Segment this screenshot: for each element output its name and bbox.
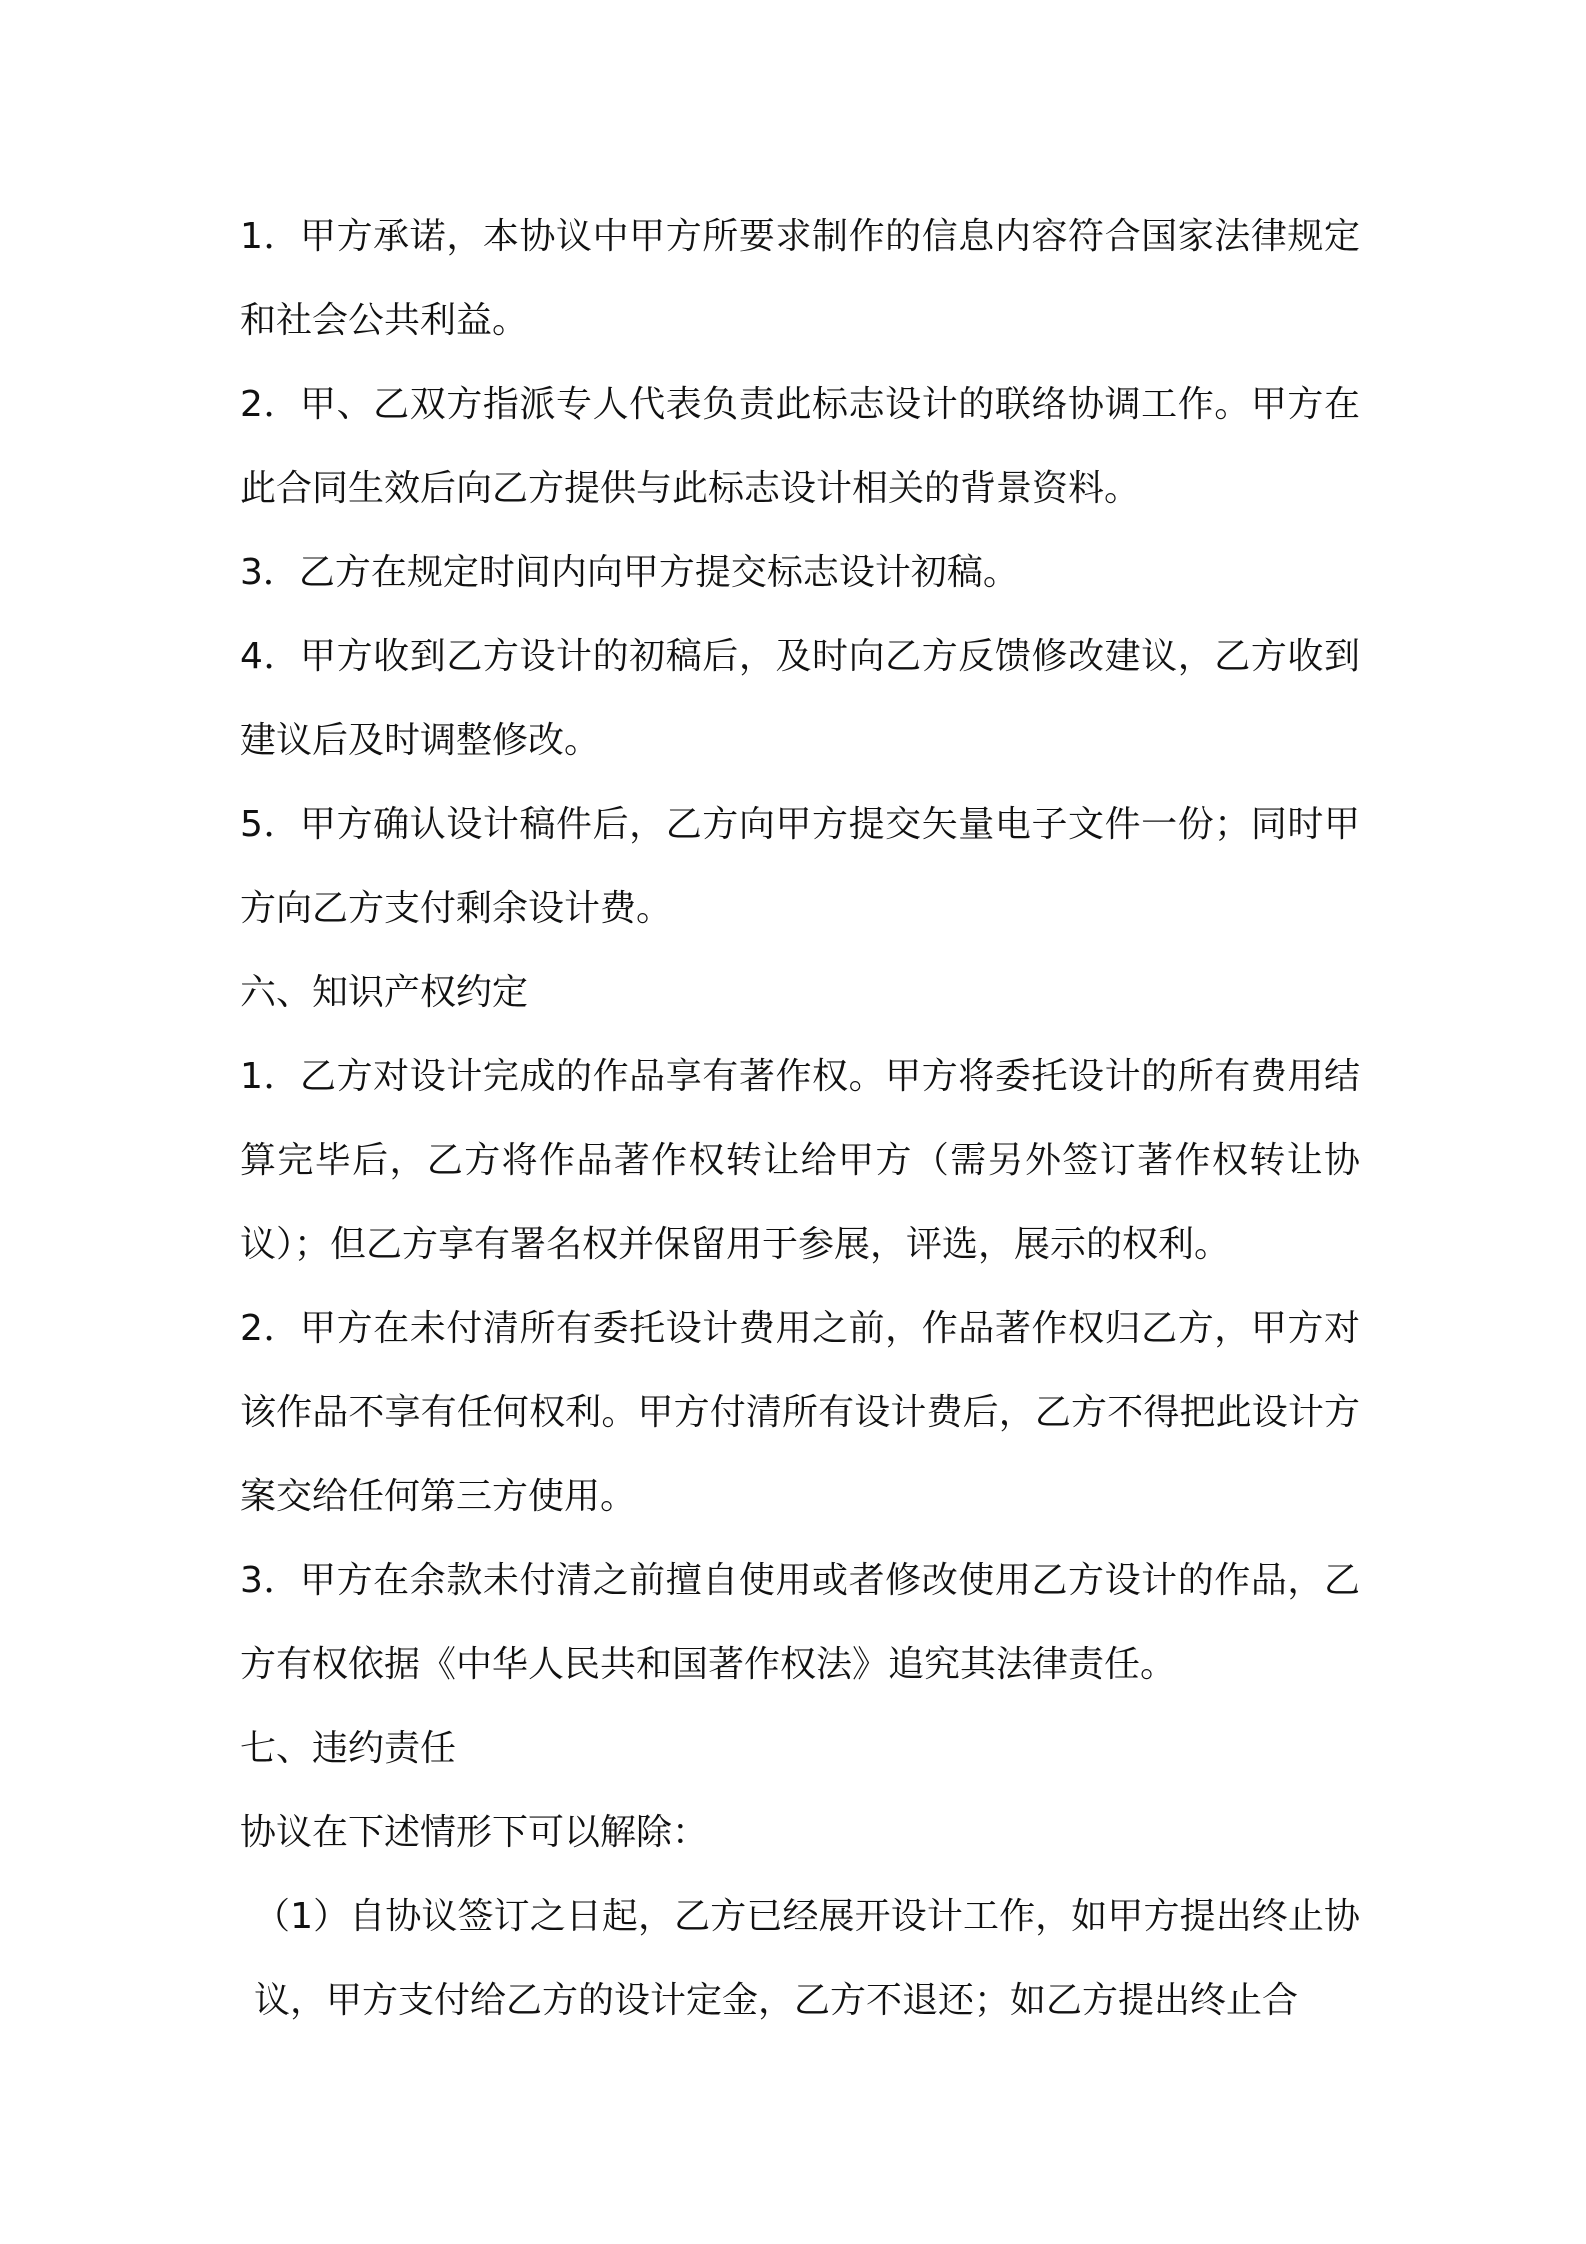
- section-heading-ip: 六、知识产权约定: [240, 972, 529, 1013]
- termination-intro-paragraph: 协议在下述情形下可以解除：: [240, 1812, 709, 1853]
- document-body: [240, 195, 1360, 2043]
- section-heading-liability: 七、违约责任: [240, 1728, 457, 1769]
- clause-5-paragraph: 5．甲方确认设计稿件后，乙方向甲方提交矢量电子文件一份；同时甲方向乙方支付剩余设计费。: [240, 804, 1360, 929]
- clause-1-paragraph: 1．甲方承诺，本协议中甲方所要求制作的信息内容符合国家法律规定和社会公共利益。: [240, 216, 1360, 341]
- clause-2-paragraph: 2．甲、乙双方指派专人代表负责此标志设计的联络协调工作。甲方在此合同生效后向乙方提供与此标志设计相关的背景资料。: [240, 384, 1360, 509]
- ip-clause-2-paragraph: 2．甲方在未付清所有委托设计费用之前，作品著作权归乙方，甲方对该作品不享有任何权利。甲方付清所有设计费后，乙方不得把此设计方案交给任何第三方使用。: [240, 1308, 1360, 1517]
- ip-clause-1-paragraph: 1．乙方对设计完成的作品享有著作权。甲方将委托设计的所有费用结算完毕后，乙方将作品著作权转让给甲方（需另外签订著作权转让协议）；但乙方享有署名权并保留用于参展，评选，展示的权利。: [240, 1056, 1360, 1265]
- clause-4-paragraph: 4．甲方收到乙方设计的初稿后，及时向乙方反馈修改建议，乙方收到建议后及时调整修改。: [240, 636, 1360, 761]
- termination-item-1-paragraph: （1）自协议签订之日起，乙方已经展开设计工作，如甲方提出终止协议，甲方支付给乙方的设计定金，乙方不退还；如乙方提出终止合: [254, 1896, 1360, 2021]
- clause-3-paragraph: 3．乙方在规定时间内向甲方提交标志设计初稿。: [240, 552, 1019, 593]
- ip-clause-3-paragraph: 3．甲方在余款未付清之前擅自使用或者修改使用乙方设计的作品，乙方有权依据《中华人民共和国著作权法》追究其法律责任。: [240, 1560, 1360, 1685]
